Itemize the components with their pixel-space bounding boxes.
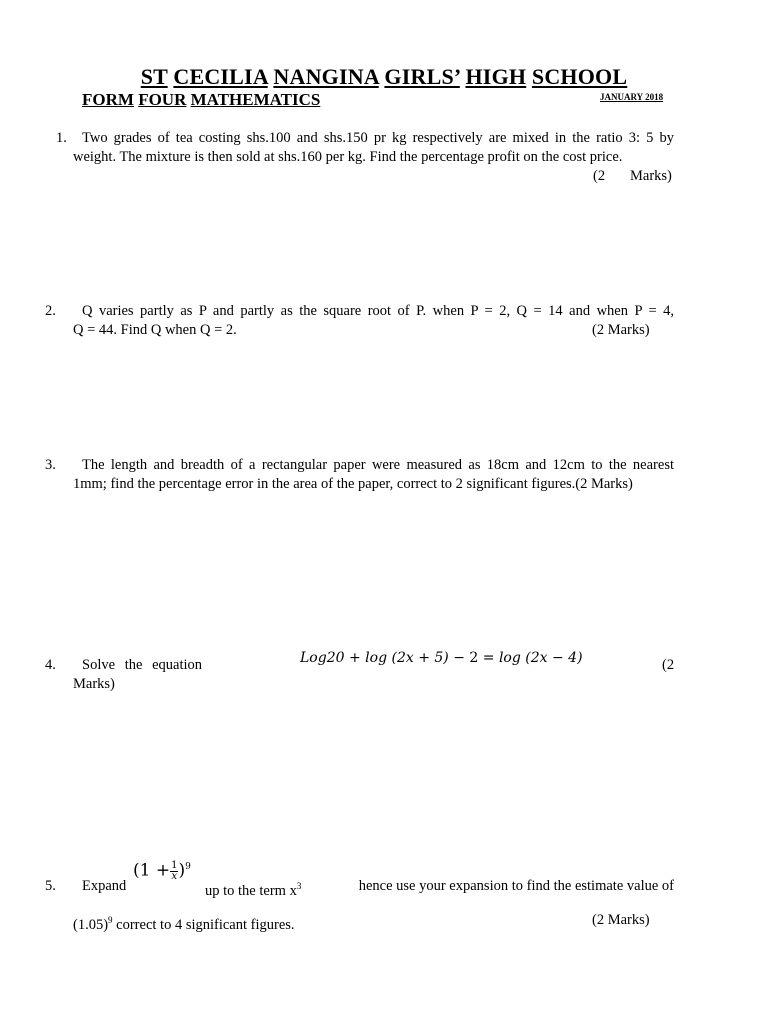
text-superscript: 9 [108, 915, 113, 925]
question-text-line: Two grades of tea costing shs.100 and shs.150 pr kg respectively are mixed in the ratio 3: 5 by [82, 130, 674, 146]
question-text-part [205, 877, 301, 901]
equation-operator: + [348, 650, 361, 666]
question-number: 2. [45, 303, 56, 319]
subtitle-word: FOUR [138, 90, 187, 109]
question-text-line: weight. The mixture is then sold at shs.160 per kg. Find the percentage profit on the cost price. [73, 149, 623, 165]
question-number: 3. [45, 457, 56, 473]
subtitle-word: FORM [82, 90, 134, 109]
title-word: NANGINA [273, 64, 379, 89]
equation-term: (2x − 4) [525, 650, 583, 666]
text-span: hence use your expansion to find the estimate value of [358, 878, 674, 894]
marks-label: (2 Marks) [592, 322, 650, 338]
question-number: 1. [56, 130, 67, 146]
exam-date [600, 92, 663, 102]
marks-label: (2 Marks) [592, 912, 650, 928]
question-text-line: The length and breadth of a rectangular paper were measured as 18cm and 12cm to the nearest [82, 457, 674, 473]
expand-label: Expand [82, 878, 127, 894]
title-word: HIGH [465, 64, 527, 89]
text-span: correct to 4 significant figures. [116, 916, 295, 933]
text-superscript: 3 [296, 881, 302, 891]
expr-power: 9 [185, 862, 191, 872]
marks-label: Marks) [630, 168, 672, 184]
date-month: JANUARY [600, 92, 643, 102]
exam-subtitle [82, 90, 320, 110]
question-text-line [73, 911, 295, 935]
text-span: up to the term x [205, 882, 297, 899]
equation-term: log [365, 650, 388, 666]
binomial-expression [133, 858, 191, 882]
title-word: SCHOOL [531, 64, 628, 89]
fraction-denominator: x [171, 870, 178, 882]
question-text-line: Q varies partly as P and partly as the square root of P. when P = 2, Q = 14 and when P = 4, [82, 303, 674, 319]
text-span: (1.05) [73, 916, 109, 933]
title-word: CECILIA [173, 64, 268, 89]
date-year: 2018 [645, 92, 664, 102]
title-word: ST [140, 64, 168, 89]
question-number: 5. [45, 878, 56, 894]
expr-close: ) [178, 860, 186, 881]
question-text-line: Q = 44. Find Q when Q = 2. [73, 322, 237, 338]
equation-term: Log20 [300, 650, 345, 666]
fraction-numerator: 1 [171, 859, 178, 871]
log-equation [300, 649, 583, 668]
title-word: GIRLS’ [384, 64, 460, 89]
equation-operator: − 2 = [453, 650, 495, 666]
marks-label: (2 [593, 168, 606, 184]
subtitle-word: MATHEMATICS [190, 90, 321, 109]
equation-term: (2x + 5) [391, 650, 449, 666]
marks-label: Marks) [73, 676, 115, 692]
expr-open: (1 + [133, 860, 171, 881]
question-text-line [205, 877, 674, 901]
marks-label: (2 [662, 657, 675, 673]
question-number: 4. [45, 657, 56, 673]
question-text-line: Solve the equation [82, 657, 202, 673]
school-title [0, 64, 768, 90]
equation-term: log [498, 650, 521, 666]
question-text-line: 1mm; find the percentage error in the area of the paper, correct to 2 significant figures.(2 Marks) [73, 476, 633, 492]
